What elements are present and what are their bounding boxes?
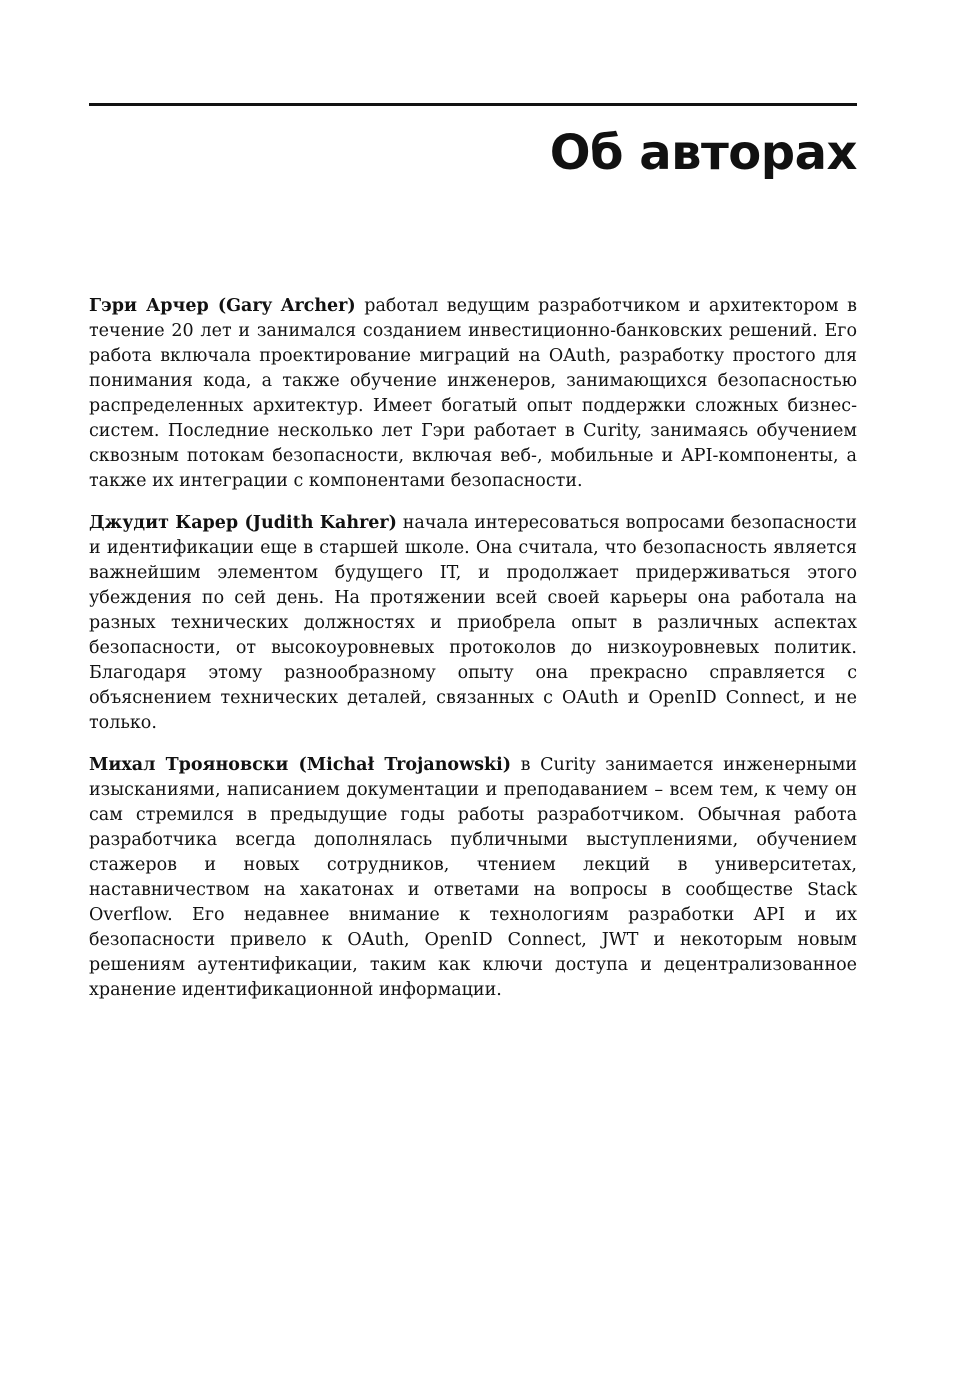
- author-bio-text: в Curity занимается инженерными изысканиями, написанием документации и преподаванием – всем тем, к чему он сам стремился в предыдущие годы работы разработчиком. Обычная работа разработчика всегда дополнялась публичными выступлениями, обучением стажеров и новых сотрудников, чтением лекций в университетах, наставничеством на хакатонах и ответами на вопросы в сообществе Stack Overflow. Его недавнее внимание к технологиям разработки API и их безопасности привело к OAuth, OpenID Connect, JWT и некоторым новым решениям аутентификации, таким как ключи доступа и децентрализованное хранение идентификационной информации.: [89, 755, 857, 1000]
- author-name: Михал Трояновски (Michał Trojanowski): [89, 755, 512, 775]
- author-name: Джудит Карер (Judith Kahrer): [89, 513, 397, 533]
- author-bio-text: начала интересоваться вопросами безопасности и идентификации еще в старшей школе. Она считала, что безопасность является важнейшим элементом будущего IT, и продолжает придерживаться этого убеждения по сей день. На протяжении всей своей карьеры она работала на разных технических должностях и приобрела опыт в различных аспектах безопасности, от высокоуровневых протоколов до низкоуровневых политик. Благодаря этому разнообразному опыту она прекрасно справляется с объяснением технических деталей, связанных с OAuth и OpenID Connect, и не только.: [89, 513, 857, 733]
- author-bio-michal-trojanowski: [89, 753, 857, 1003]
- author-name: Гэри Арчер (Gary Archer): [89, 296, 356, 316]
- chapter-top-rule: [89, 103, 857, 106]
- author-bio-text: работал ведущим разработчиком и архитектором в течение 20 лет и занимался созданием инвестиционно-банковских решений. Его работа включала проектирование миграций на OAuth, разработку простого для понимания кода, а также обучение инженеров, занимающихся безопасностью распределенных архитектур. Имеет богатый опыт поддержки сложных бизнес-систем. Последние несколько лет Гэри работает в Curity, занимаясь обучением сквозным потокам безопасности, включая веб-, мобильные и API-компоненты, а также их интеграции с компонентами безопасности.: [89, 296, 857, 491]
- author-bio-gary-archer: [89, 294, 857, 494]
- author-bio-judith-kahrer: [89, 511, 857, 736]
- author-bios: [89, 294, 857, 1020]
- chapter-title: Об авторах: [549, 125, 857, 181]
